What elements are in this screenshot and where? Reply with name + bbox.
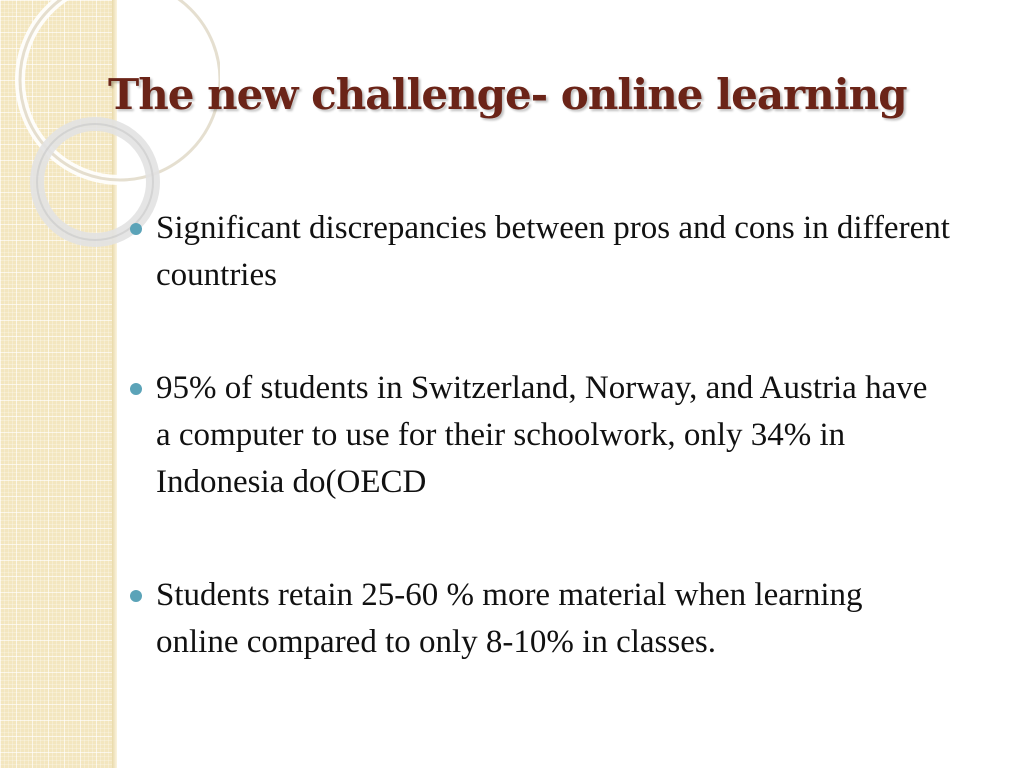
- slide-title: The new challenge- online learning: [108, 70, 907, 119]
- bullet-dot-icon: [130, 223, 142, 235]
- bullet-text: Significant discrepancies between pros and cons in different countries: [156, 210, 950, 293]
- bullet-dot-icon: [130, 383, 142, 395]
- bullet-text: Students retain 25-60 % more material when learning online compared to only 8-10% in classes.: [156, 577, 863, 660]
- bullet-text: 95% of students in Switzerland, Norway, and Austria have a computer to use for their schoolwork, only 34% in Indonesia do(OECD: [156, 370, 928, 500]
- bullet-item: [130, 205, 950, 299]
- bullet-list: [130, 205, 950, 666]
- bullet-dot-icon: [130, 590, 142, 602]
- bullet-item: [130, 365, 950, 506]
- bullet-item: [130, 572, 950, 666]
